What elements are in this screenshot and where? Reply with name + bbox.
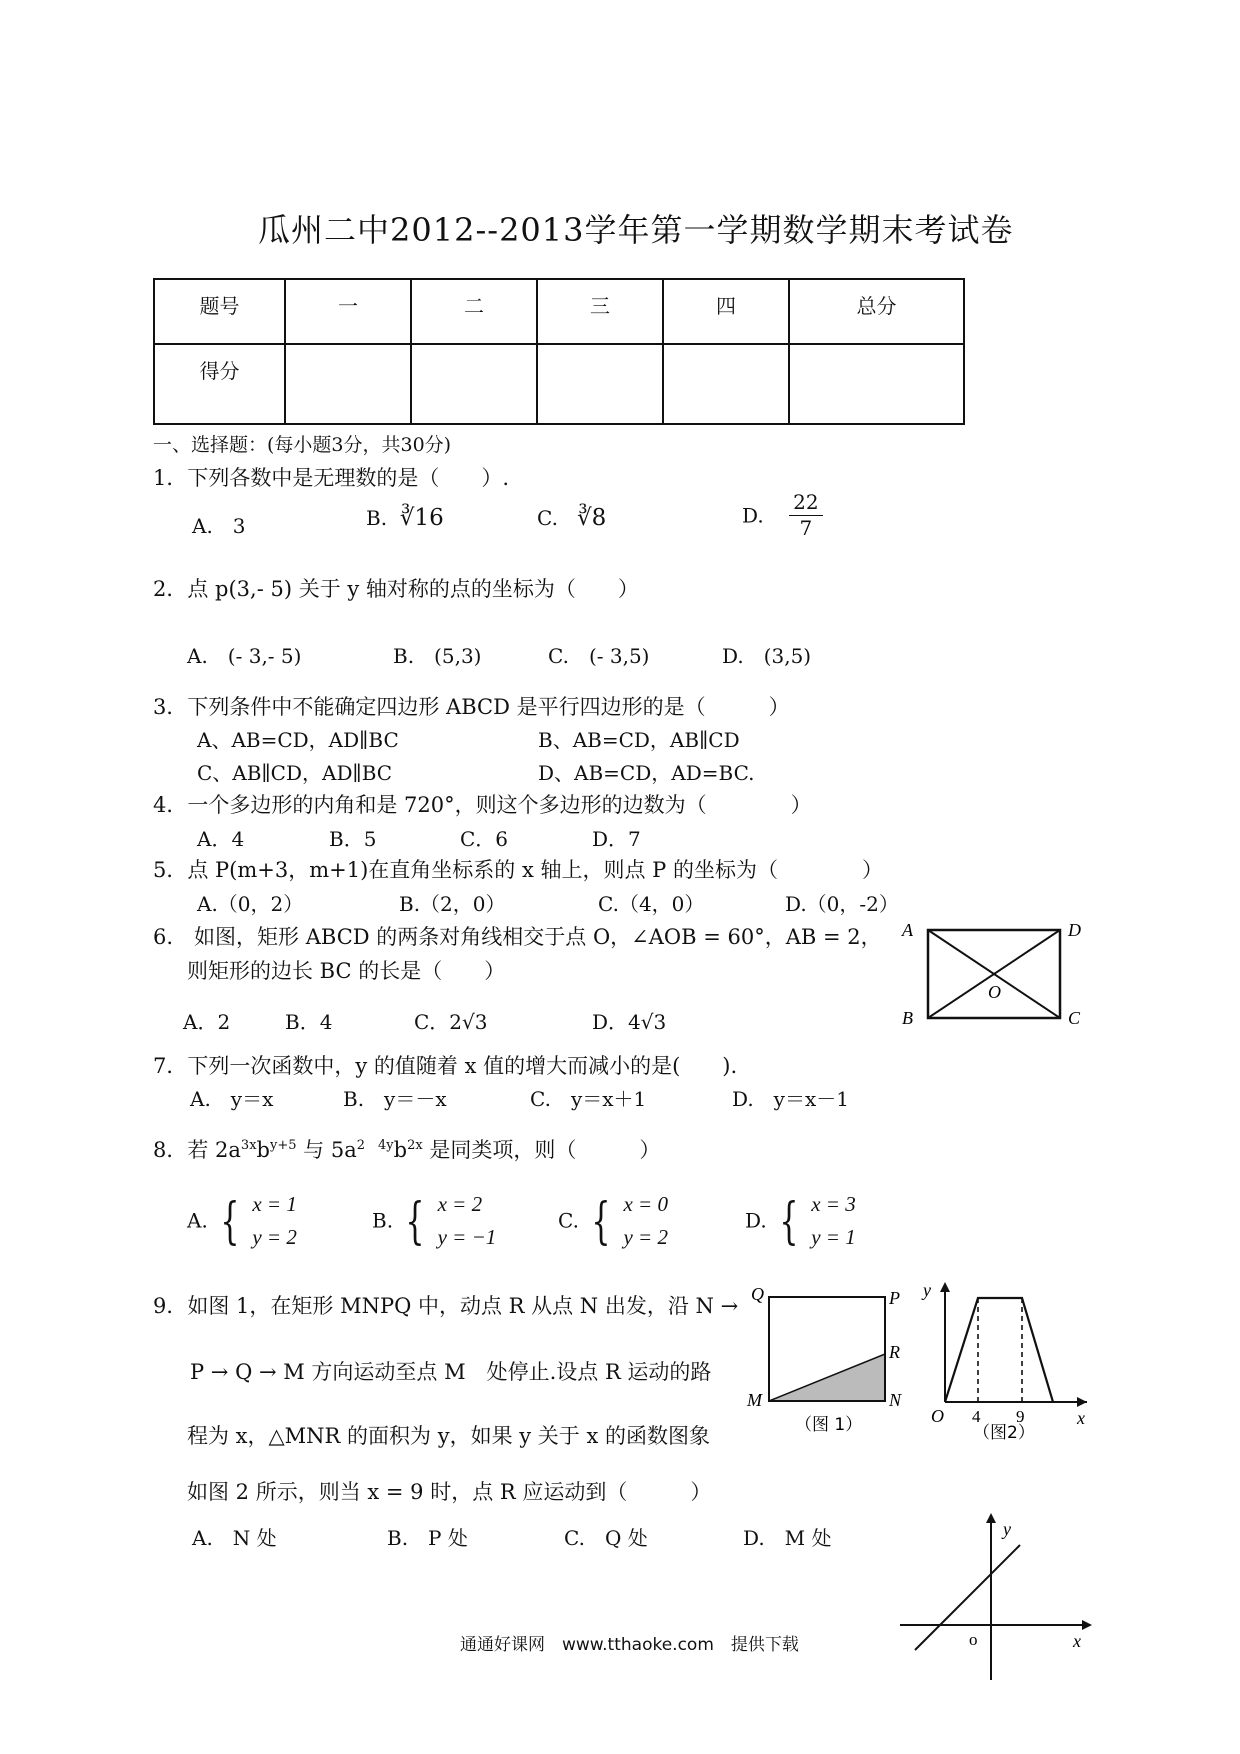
q8-d-eq2: y = 1 xyxy=(811,1224,856,1249)
q8-exp-1: 3x xyxy=(240,1138,257,1153)
q1-option-b[interactable] xyxy=(366,505,444,531)
q8-option-a[interactable] xyxy=(187,1188,297,1253)
score-header-cell: 三 xyxy=(537,279,663,344)
q4-option-d[interactable]: D．7 xyxy=(592,827,641,851)
q8-exp-4: 2x xyxy=(407,1138,423,1153)
question-6-stem-line2: 则矩形的边长 BC 的长是（ ） xyxy=(187,959,506,983)
axis-y-label: y xyxy=(1003,1519,1011,1539)
q8-exp-2: y+5 xyxy=(269,1138,297,1153)
tick-9-label: 9 xyxy=(1016,1407,1025,1426)
score-cell[interactable] xyxy=(789,344,964,424)
score-header-cell: 题号 xyxy=(154,279,285,344)
q8-stem-mid: 与 5a xyxy=(296,1138,357,1162)
q9-option-b[interactable]: B. P 处 xyxy=(387,1526,468,1550)
label-a: A xyxy=(902,920,913,940)
fraction-denominator: 7 xyxy=(799,516,813,540)
label-o: O xyxy=(988,982,1001,1002)
q8-b-eq2: y = −1 xyxy=(437,1224,497,1249)
q3-option-b[interactable]: B、AB=CD，AB∥CD xyxy=(538,728,740,752)
q5-option-b[interactable]: B.（2，0） xyxy=(399,892,506,916)
question-2-stem: 2．点 p(3,- 5) 关于 y 轴对称的点的坐标为（ ） xyxy=(153,577,639,601)
brace-icon: { xyxy=(220,1191,240,1250)
axis-x-label: x xyxy=(1077,1408,1085,1428)
figure-1-rectangle-mnpq xyxy=(745,1280,915,1440)
q8-option-c-label: C. xyxy=(558,1208,579,1233)
q1-option-b-label: B. xyxy=(366,506,388,530)
q1-option-c-label: C. xyxy=(537,506,558,530)
label-n: N xyxy=(889,1390,902,1410)
q6-option-c[interactable]: C．2√3 xyxy=(414,1010,488,1034)
q1-option-c[interactable] xyxy=(537,505,606,531)
q7-option-b[interactable]: B. y＝－x xyxy=(343,1087,447,1111)
axis-x-label: x xyxy=(1073,1631,1081,1651)
question-9-line2: P → Q → M 方向运动至点 M 处停止.设点 R 运动的路 xyxy=(190,1360,712,1384)
q1-option-b-value: ∛16 xyxy=(399,505,444,531)
footer-text: 通通好课网 www.tthaoke.com 提供下载 xyxy=(460,1635,799,1655)
q2-option-b[interactable]: B. (5,3) xyxy=(393,644,482,668)
q2-option-d[interactable]: D. (3,5) xyxy=(722,644,812,668)
axis-y-label: y xyxy=(923,1280,931,1300)
q5-option-d[interactable]: D.（0，-2） xyxy=(785,892,899,916)
label-p: P xyxy=(889,1288,900,1308)
q8-a-eq1: x = 1 xyxy=(252,1192,297,1216)
question-6-stem-line1: 6. 如图，矩形 ABCD 的两条对角线相交于点 O，∠AOB = 60°，AB = 2， xyxy=(153,925,882,949)
label-m: M xyxy=(747,1390,762,1410)
q8-option-d-system xyxy=(811,1188,856,1253)
q8-option-b-label: B. xyxy=(372,1208,394,1233)
q8-b-eq1: x = 2 xyxy=(437,1192,483,1216)
score-cell[interactable] xyxy=(285,344,411,424)
q8-option-c[interactable] xyxy=(558,1188,668,1253)
q8-stem-b2: b xyxy=(393,1138,408,1162)
score-cell[interactable] xyxy=(663,344,789,424)
q5-option-c[interactable]: C.（4，0） xyxy=(598,892,705,916)
q8-c-eq2: y = 2 xyxy=(623,1224,668,1249)
q6-option-d[interactable]: D．4√3 xyxy=(592,1010,667,1034)
rectangle-diagram xyxy=(900,918,1090,1028)
q8-option-d-label: D. xyxy=(745,1208,767,1233)
q8-option-b[interactable] xyxy=(372,1188,496,1253)
q9-option-c[interactable]: C. Q 处 xyxy=(564,1526,648,1550)
q1-option-d-label: D. xyxy=(742,503,764,528)
question-7-stem: 7．下列一次函数中，y 的值随着 x 值的增大而减小的是( ). xyxy=(153,1054,738,1078)
score-row-label: 得分 xyxy=(154,344,285,424)
q9-option-a[interactable]: A. N 处 xyxy=(192,1526,277,1550)
figure-2-caption: （图2） xyxy=(973,1423,1035,1441)
question-8-stem xyxy=(153,1134,660,1164)
q3-option-c[interactable]: C、AB∥CD，AD∥BC xyxy=(197,761,393,785)
brace-icon: { xyxy=(405,1191,425,1250)
figure-2-function-graph xyxy=(915,1276,1095,1441)
label-d: D xyxy=(1068,920,1081,940)
tick-4-label: 4 xyxy=(972,1407,981,1426)
q6-option-a[interactable]: A．2 xyxy=(183,1010,231,1034)
q2-option-c[interactable]: C. (- 3,5) xyxy=(548,644,650,668)
q8-a-eq2: y = 2 xyxy=(252,1224,297,1249)
question-1-stem: 1．下列各数中是无理数的是（ ）. xyxy=(153,466,510,490)
origin-label: O xyxy=(931,1406,944,1426)
score-cell[interactable] xyxy=(411,344,537,424)
label-q: Q xyxy=(751,1284,764,1304)
q6-option-b[interactable]: B．4 xyxy=(285,1010,333,1034)
q1-option-c-value: ∛8 xyxy=(577,505,607,531)
q8-option-a-system xyxy=(252,1188,297,1253)
q7-option-a[interactable]: A. y＝x xyxy=(190,1087,274,1111)
question-3-stem: 3．下列条件中不能确定四边形 ABCD 是平行四边形的是（ ） xyxy=(153,695,790,719)
page-title: 瓜州二中2012--2013学年第一学期数学期末考试卷 xyxy=(258,211,1014,249)
score-table xyxy=(153,278,965,425)
q9-option-d[interactable]: D. M 处 xyxy=(743,1526,832,1550)
q8-stem-pre: 8．若 2a xyxy=(153,1138,241,1162)
q2-option-a[interactable]: A. (- 3,- 5) xyxy=(187,644,302,668)
brace-icon: { xyxy=(591,1191,611,1250)
q8-stem-post: 是同类项，则（ ） xyxy=(422,1138,661,1162)
q8-option-a-label: A. xyxy=(187,1208,208,1233)
origin-label: o xyxy=(969,1630,978,1649)
question-5-stem: 5．点 P(m+3，m+1)在直角坐标系的 x 轴上，则点 P 的坐标为（ ） xyxy=(153,858,883,882)
q3-option-a[interactable]: A、AB=CD，AD∥BC xyxy=(197,728,399,752)
score-header-cell: 二 xyxy=(411,279,537,344)
score-header-cell: 一 xyxy=(285,279,411,344)
score-header-cell: 四 xyxy=(663,279,789,344)
question-9-line4: 如图 2 所示，则当 x = 9 时，点 R 应运动到（ ） xyxy=(187,1480,712,1504)
score-header-cell: 总分 xyxy=(789,279,964,344)
q1-option-d-fraction xyxy=(789,490,822,541)
q8-d-eq1: x = 3 xyxy=(811,1192,856,1216)
question-9-line3: 程为 x，△MNR 的面积为 y，如果 y 关于 x 的函数图象 xyxy=(187,1424,710,1448)
q7-option-c[interactable]: C. y＝x＋1 xyxy=(530,1087,647,1111)
score-cell[interactable] xyxy=(537,344,663,424)
q1-option-a[interactable]: A. 3 xyxy=(192,514,246,538)
q5-option-a[interactable]: A.（0，2） xyxy=(197,892,304,916)
q8-stem-b1: b xyxy=(256,1138,270,1162)
q8-option-d[interactable] xyxy=(745,1188,856,1253)
figure-1-caption: （图 1） xyxy=(795,1415,863,1435)
q8-c-eq1: x = 0 xyxy=(623,1192,668,1216)
q8-option-b-system xyxy=(438,1188,497,1253)
question-4-stem: 4．一个多边形的内角和是 720°，则这个多边形的边数为（ ） xyxy=(153,793,812,817)
label-b: B xyxy=(902,1008,913,1028)
label-r: R xyxy=(889,1342,900,1362)
q4-option-a[interactable]: A．4 xyxy=(197,827,245,851)
fraction-numerator: 22 xyxy=(789,490,822,516)
figure-3-line-graph xyxy=(895,1505,1095,1685)
q1-option-d[interactable] xyxy=(742,490,823,541)
q8-exp-3: 2 4y xyxy=(356,1138,394,1153)
section-heading: 一、选择题：(每小题3分，共30分) xyxy=(153,434,452,456)
q8-option-c-system xyxy=(623,1188,668,1253)
q4-option-b[interactable]: B．5 xyxy=(329,827,377,851)
q7-option-d[interactable]: D. y＝x－1 xyxy=(732,1087,849,1111)
brace-icon: { xyxy=(779,1191,799,1250)
q4-option-c[interactable]: C．6 xyxy=(460,827,509,851)
question-9-line1: 9．如图 1，在矩形 MNPQ 中，动点 R 从点 N 出发，沿 N → xyxy=(153,1294,739,1318)
label-c: C xyxy=(1068,1008,1081,1028)
q3-option-d[interactable]: D、AB=CD，AD=BC. xyxy=(538,761,755,785)
